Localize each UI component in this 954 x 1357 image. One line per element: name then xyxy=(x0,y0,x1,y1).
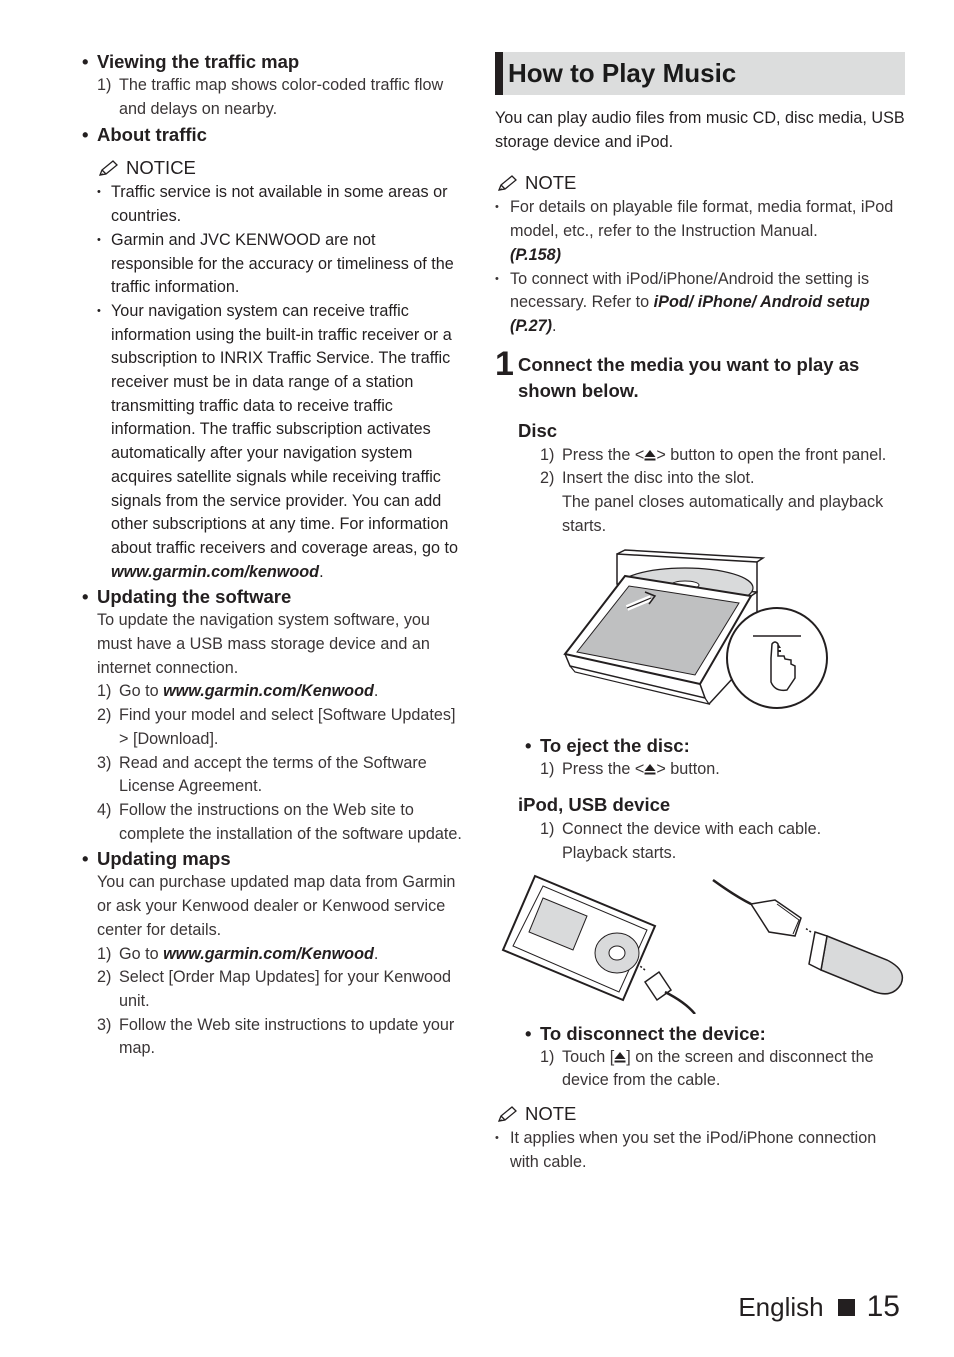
pencil-icon xyxy=(98,159,120,177)
disconnect-heading: • To disconnect the device: xyxy=(495,1022,905,1046)
ipod-usb-illustration xyxy=(495,874,905,1014)
section-title: How to Play Music xyxy=(495,52,905,95)
updating-maps-heading: • Updating maps xyxy=(80,847,462,871)
list-item: • To connect with iPod/iPhone/Android the setting is necessary. Refer to iPod/ iPhone/ Android setup (P.27). xyxy=(495,268,905,339)
list-item: 1) Go to www.garmin.com/Kenwood. xyxy=(97,682,379,701)
pencil-icon xyxy=(497,174,519,192)
list-item: • It applies when you set the iPod/iPhone connection with cable. xyxy=(495,1127,905,1174)
disc-insert-illustration xyxy=(495,548,905,726)
list-item: 1) The traffic map shows color-coded traffic flow and delays on nearby. xyxy=(97,76,444,118)
section-intro: You can play audio files from music CD, disc media, USB storage device and iPod. xyxy=(495,109,905,151)
language-label: English xyxy=(738,1291,824,1322)
list-item: • Garmin and JVC KENWOOD are not responsible for the accuracy or timeliness of the traffic information. xyxy=(80,229,462,300)
ipod-usb-heading: iPod, USB device xyxy=(518,794,671,816)
list-item: 1) Touch [ ] on the screen and disconnect the device from the cable. xyxy=(540,1047,874,1090)
software-intro: To update the navigation system software, you must have a USB mass storage device and an internet connection. xyxy=(97,611,430,677)
garmin-link[interactable]: www.garmin.com/Kenwood xyxy=(163,944,374,963)
list-item: • Traffic service is not available in some areas or countries. xyxy=(80,181,462,228)
list-item: 3) Read and accept the terms of the Software License Agreement. xyxy=(97,753,427,796)
maps-intro: You can purchase updated map data from Garmin or ask your Kenwood dealer or Kenwood service center for details. xyxy=(97,873,456,939)
list-item: • Your navigation system can receive traffic information using the built-in traffic receiver or a subscription to INRIX Traffic Service. The traffic receiver must be in data range of a station transmitting traffic data to receive traffic information. The traffic subscription activates automatically after your navigation system acquires satellite signals while receiving traffic signals from the service provider. You can add other subscriptions at any time. For information about traffic receivers and coverage areas, go to www.garmin.com/kenwood. xyxy=(80,300,462,584)
page-reference: (P.158) xyxy=(510,245,561,264)
garmin-link[interactable]: www.garmin.com/kenwood xyxy=(111,562,320,581)
list-item: 1) Go to www.garmin.com/Kenwood. xyxy=(97,944,379,963)
page-footer xyxy=(738,1290,900,1324)
list-item: 1) Press the < > button. xyxy=(540,760,720,779)
eject-heading: • To eject the disc: xyxy=(495,734,905,758)
note-label: NOTE xyxy=(495,170,905,196)
list-item: • For details on playable file format, media format, iPod model, etc., refer to the Instruction Manual. (P.158) xyxy=(495,196,905,267)
list-item: 2) Select [Order Map Updates] for your Kenwood unit. xyxy=(97,968,452,1010)
eject-icon xyxy=(644,763,656,775)
list-item: 1) Press the < > button to open the front panel. xyxy=(540,445,887,464)
eject-icon xyxy=(644,449,656,461)
disc-heading: Disc xyxy=(518,419,558,441)
left-column xyxy=(80,50,462,1061)
list-item: 3) Follow the Web site instructions to update your map. xyxy=(97,1015,455,1058)
garmin-link[interactable]: www.garmin.com/Kenwood xyxy=(163,682,374,701)
step-one xyxy=(495,344,905,404)
notice-label: NOTICE xyxy=(80,155,462,181)
square-icon xyxy=(838,1299,855,1316)
list-item: 1) Connect the device with each cable. Playback starts. xyxy=(540,820,822,862)
step-text: Connect the media you want to play as shown below. xyxy=(518,353,860,401)
page-number: 15 xyxy=(866,1290,900,1323)
updating-software-heading: • Updating the software xyxy=(80,585,462,609)
right-column xyxy=(495,52,905,1174)
step-number: 1 xyxy=(495,344,514,383)
list-item: 2) Find your model and select [Software Updates] > [Download]. xyxy=(97,706,456,748)
note-label: NOTE xyxy=(495,1101,905,1127)
device-cable-drawing xyxy=(495,874,905,1014)
page-reference: iPod/ iPhone/ Android setup (P.27) xyxy=(510,293,870,335)
pencil-icon xyxy=(497,1105,519,1123)
list-item: 4) Follow the instructions on the Web site to complete the installation of the software update. xyxy=(97,800,462,843)
eject-icon xyxy=(614,1051,626,1063)
traffic-map-heading: • Viewing the traffic map xyxy=(80,50,462,74)
list-item: 2) Insert the disc into the slot. The panel closes automatically and playback starts. xyxy=(540,469,884,535)
about-traffic-heading: • About traffic xyxy=(80,123,462,147)
head-unit-drawing xyxy=(495,548,905,726)
